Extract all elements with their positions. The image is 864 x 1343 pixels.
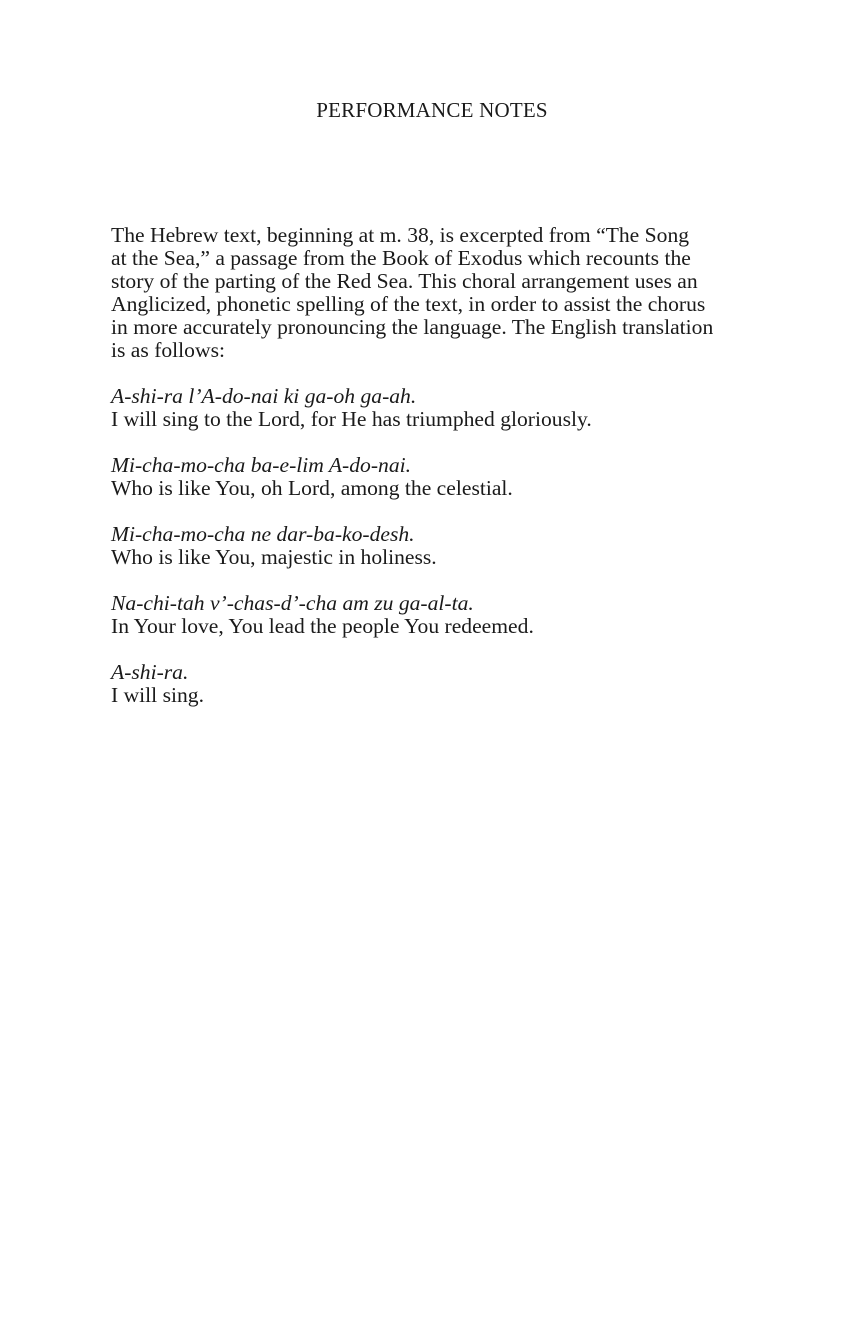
intro-paragraph bbox=[111, 224, 713, 362]
verse bbox=[111, 385, 713, 431]
verse bbox=[111, 523, 713, 569]
intro-line: story of the parting of the Red Sea. This choral arrangement uses an bbox=[111, 269, 698, 293]
intro-line: at the Sea,” a passage from the Book of Exodus which recounts the bbox=[111, 246, 691, 270]
verse-hebrew: A-shi-ra. bbox=[111, 660, 189, 684]
verse-english: I will sing to the Lord, for He has triumphed gloriously. bbox=[111, 407, 592, 431]
verse-english: Who is like You, oh Lord, among the celestial. bbox=[111, 476, 513, 500]
verse-hebrew: Mi-cha-mo-cha ne dar-ba-ko-desh. bbox=[111, 522, 415, 546]
notes-body bbox=[111, 224, 713, 707]
verse bbox=[111, 454, 713, 500]
verse-english: In Your love, You lead the people You redeemed. bbox=[111, 614, 534, 638]
verse-hebrew: Mi-cha-mo-cha ba-e-lim A-do-nai. bbox=[111, 453, 412, 477]
intro-line: is as follows: bbox=[111, 338, 225, 362]
page-title: PERFORMANCE NOTES bbox=[316, 98, 548, 122]
verse-hebrew: A-shi-ra l’A-do-nai ki ga-oh ga-ah. bbox=[111, 384, 417, 408]
verse bbox=[111, 661, 713, 707]
intro-line: The Hebrew text, beginning at m. 38, is excerpted from “The Song bbox=[111, 223, 690, 247]
verse bbox=[111, 592, 713, 638]
intro-line: in more accurately pronouncing the language. The English translation bbox=[111, 315, 714, 339]
verse-hebrew: Na-chi-tah v’-chas-d’-cha am zu ga-al-ta. bbox=[111, 591, 474, 615]
verse-english: Who is like You, majestic in holiness. bbox=[111, 545, 437, 569]
intro-line: Anglicized, phonetic spelling of the text, in order to assist the chorus bbox=[111, 292, 706, 316]
verse-english: I will sing. bbox=[111, 683, 204, 707]
